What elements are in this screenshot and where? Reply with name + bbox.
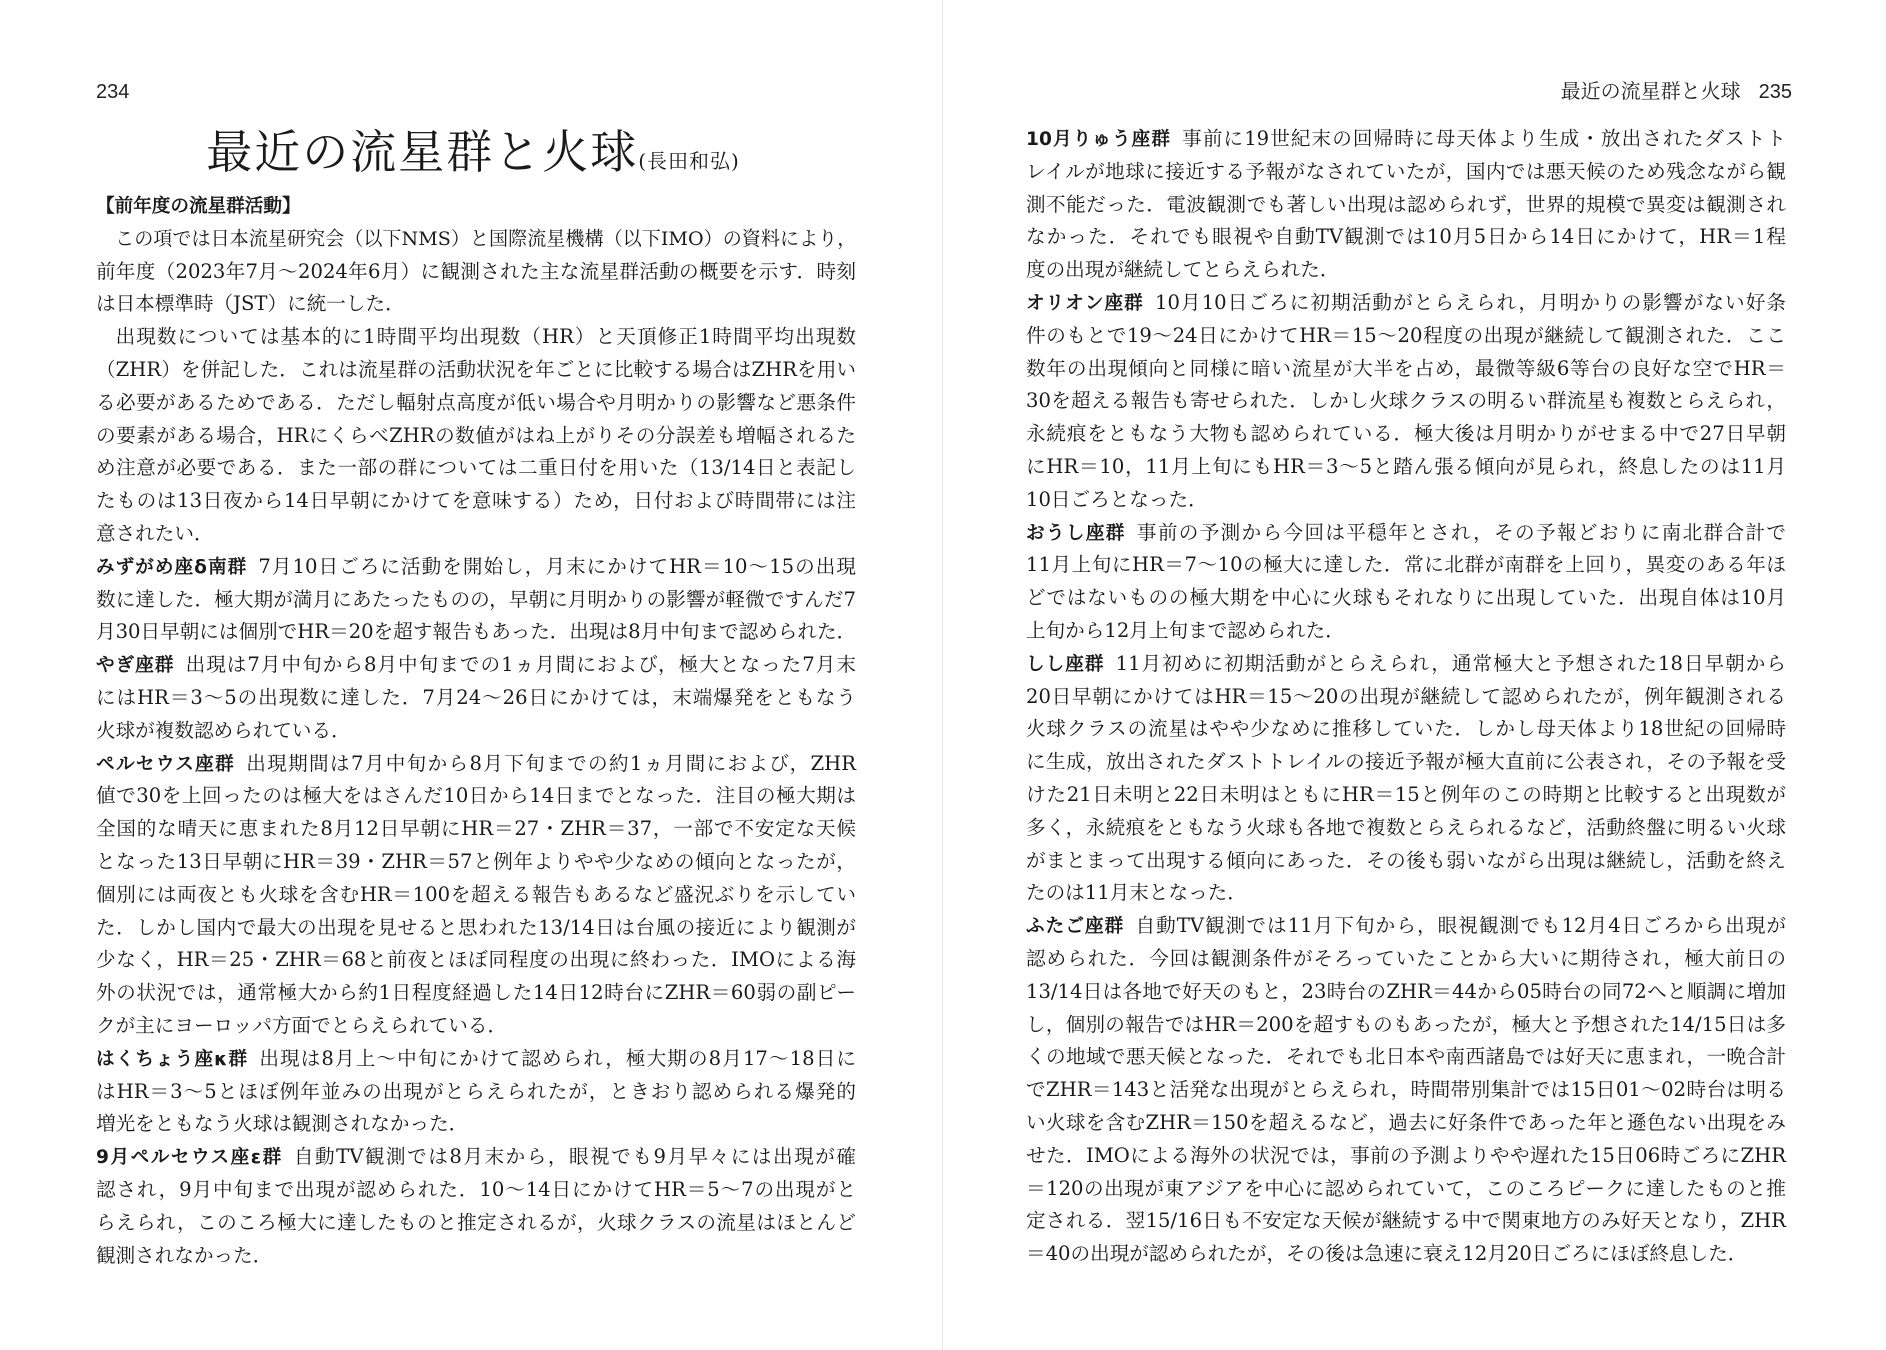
line-text: にはHR＝3～5の出現数に達した．7月24～26日にかけては，末端爆発をともなう (96, 685, 856, 709)
text-line (96, 256, 856, 289)
section-heading: しし座群 (1026, 653, 1105, 675)
text-line (96, 584, 856, 617)
line-text: は日本標準時（JST）に統一した． (96, 292, 405, 316)
line-text: 事前の予測から今回は平穏年とされ，その予報どおりに南北群合計で (1136, 520, 1786, 544)
line-text: 11月上旬にHR＝7～10の極大に達した．常に北群が南群を上回り，異変のある年ほ (1026, 553, 1786, 577)
line-text: 火球が複数認められている． (96, 718, 351, 742)
text-line (1026, 943, 1786, 976)
section-heading: ペルセウス座群 (96, 753, 236, 775)
line-text: 件のもとで19～24日にかけてHR＝15～20程度の出現が継続して観測された．ここ (1026, 323, 1786, 347)
text-line (96, 551, 856, 584)
text-line (1026, 353, 1786, 386)
text-line (96, 387, 856, 420)
text-line (96, 1043, 856, 1076)
text-line (1026, 877, 1786, 910)
line-text: 定される．翌15/16日も不安定な天候が継続する中で関東地方のみ好天となり，ZHR (1026, 1209, 1786, 1233)
text-line (1026, 648, 1786, 681)
line-text: 増光をともなう火球は観測されなかった． (96, 1112, 469, 1136)
text-line (1026, 517, 1786, 550)
line-text: なかった．それでも眼視や自動TV観測では10月5日から14日にかけて，HR＝1程 (1026, 225, 1786, 249)
line-text: この項では日本流星研究会（以下NMS）と国際流星機構（以下IMO）の資料により， (115, 226, 857, 250)
text-line (96, 485, 856, 518)
line-text: 観測されなかった． (96, 1243, 273, 1267)
text-line (96, 190, 856, 223)
text-line (96, 223, 856, 256)
line-text: ＝120の出現が東アジアを中心に認められていて，このころピークに達したものと推 (1026, 1176, 1786, 1200)
section-heading: 9月ペルセウス座ε群 (96, 1147, 283, 1169)
text-line (1026, 845, 1786, 878)
line-text: くの地域で悪天候となった．それでも北日本や南西諸島では好天に恵まれ，一晩合計 (1026, 1045, 1786, 1069)
text-line (1026, 582, 1786, 615)
text-line (96, 846, 856, 879)
text-line (96, 1141, 856, 1174)
text-line (1026, 189, 1786, 222)
line-text: め注意が必要である．また一部の群については二重日付を用いた（13/14日と表記し (96, 456, 856, 480)
article-author: (長田和弘) (638, 149, 740, 173)
section-heading: 【前年度の流星群活動】 (96, 196, 301, 217)
text-line (96, 912, 856, 945)
text-line (1026, 1041, 1786, 1074)
text-line (1026, 1205, 1786, 1238)
line-text: たものは13日夜から14日早朝にかけてを意味する）ため，日付および時間帯には注 (96, 489, 856, 513)
text-line (96, 780, 856, 813)
line-text: （ZHR）を併記した．これは流星群の活動状況を年ごとに比較する場合はZHRを用い (96, 357, 856, 381)
text-line (1026, 484, 1786, 517)
line-text: 数に達した．極大期が満月にあたったものの，早朝に月明かりの影響が軽微ですんだ7 (96, 587, 856, 611)
line-text: 度の出現が継続してとらえられた． (1026, 258, 1340, 282)
text-line (1026, 746, 1786, 779)
running-header-right (1561, 78, 1792, 106)
text-line (1026, 779, 1786, 812)
text-line (1026, 549, 1786, 582)
text-line (96, 1207, 856, 1240)
line-text: 出現数については基本的に1時間平均出現数（HR）と天頂修正1時間平均出現数 (115, 325, 856, 349)
text-line (96, 748, 856, 781)
text-line (1026, 123, 1786, 156)
line-text: せた．IMOによる海外の状況では，事前の予測よりやや遅れた15日06時ごろにZHR (1026, 1143, 1786, 1167)
page-number-left: 234 (96, 81, 130, 103)
line-text: の要素がある場合，HRにくらべZHRの数値がはね上がりその分誤差も増幅されるた (96, 423, 856, 447)
line-text: 数年の出現傾向と同様に暗い流星が大半を占め，最微等級6等台の良好な空でHR＝ (1026, 356, 1786, 380)
text-line (96, 1240, 856, 1273)
section-heading: オリオン座群 (1026, 292, 1144, 314)
text-line (96, 1010, 856, 1043)
text-line (96, 354, 856, 387)
line-text: たのは11月末となった． (1026, 881, 1247, 905)
text-line (96, 649, 856, 682)
text-line (96, 1108, 856, 1141)
text-line (1026, 1009, 1786, 1042)
line-text: がまとまって出現する傾向にあった．その後も弱いながら出現は継続し，活動を終え (1026, 848, 1786, 872)
line-text: 11月初めに初期活動がとらえられ，通常極大と予想された18日早朝から (1115, 651, 1786, 675)
text-line (1026, 385, 1786, 418)
section-heading: 10月りゅう座群 (1026, 129, 1172, 150)
text-line (96, 682, 856, 715)
text-line (96, 616, 856, 649)
text-line (1026, 320, 1786, 353)
line-text: けた21日未明と22日未明はともにHR＝15と例年のこの時期と比較すると出現数が (1026, 782, 1786, 806)
text-line (96, 944, 856, 977)
line-text: 出現は8月上～中旬にかけて認められ，極大期の8月17～18日に (259, 1046, 856, 1070)
line-text: 月30日早朝には個別でHR＝20を超す報告もあった．出現は8月中旬まで認められた． (96, 620, 857, 644)
line-text: らえられ，このころ極大に達したものと推定されるが，火球クラスの流星はほとんど (96, 1210, 856, 1234)
line-text: となった13日早朝にHR＝39・ZHR＝57と例年よりやや少なめの傾向となったが， (96, 849, 856, 873)
section-heading: やぎ座群 (96, 655, 175, 677)
line-text: レイルが地球に接近する予報がなされていたが，国内では悪天候のため残念ながら観 (1026, 159, 1786, 183)
text-line (1026, 910, 1786, 943)
text-line (1026, 681, 1786, 714)
line-text: 出現期間は7月中旬から8月下旬までの約1ヵ月間におよび，ZHR (246, 751, 856, 775)
line-text: 20日早朝にかけてはHR＝15～20の出現が継続して認められたが，例年観測される (1026, 684, 1786, 708)
line-text: い火球を含むZHR＝150を超えるなど，過去に好条件であった年と遜色ない出現をみ (1026, 1110, 1786, 1134)
section-heading: おうし座群 (1026, 522, 1126, 544)
line-text: 7月10日ごろに活動を開始し，月末にかけてHR＝10～15の出現 (258, 554, 856, 578)
text-line (96, 288, 856, 321)
text-line (96, 1076, 856, 1109)
section-heading: ふたご座群 (1026, 916, 1125, 938)
text-line (96, 715, 856, 748)
text-line (96, 420, 856, 453)
line-text: 10日ごろとなった． (1026, 487, 1208, 511)
text-line (1026, 1107, 1786, 1140)
line-text: 値で30を上回ったのは極大をはさんだ10日から14日までとなった．注目の極大期は (96, 784, 856, 808)
line-text: し，個別の報告ではHR＝200を超すものもあったが，極大と予想された14/15日は多 (1026, 1012, 1786, 1036)
text-line (1026, 1140, 1786, 1173)
text-line (96, 813, 856, 846)
line-text: 事前に19世紀末の回帰時に母天体より生成・放出されたダストト (1182, 127, 1786, 150)
text-line (1026, 418, 1786, 451)
text-line (1026, 1074, 1786, 1107)
text-line (1026, 1238, 1786, 1271)
text-line (1026, 451, 1786, 484)
line-text: 認められた．今回は観測条件がそろっていたことから大いに期待され，極大前日の (1026, 946, 1786, 970)
right-page (943, 0, 1886, 1350)
line-text: 出現は7月中旬から8月中旬までの1ヵ月間におよび，極大となった7月末 (185, 653, 856, 677)
text-line (1026, 221, 1786, 254)
line-text: 外の状況では，通常極大から約1日程度経過した14日12時台にZHR＝60弱の副ピー (96, 981, 856, 1005)
left-text-column (96, 190, 856, 1272)
line-text: 個別には両夜とも火球を含むHR＝100を超える報告もあるなど盛況ぶりを示してい (96, 882, 856, 906)
text-line (96, 879, 856, 912)
article-title: 最近の流星群と火球 (206, 125, 639, 179)
line-text: 前年度（2023年7月～2024年6月）に観測された主な流星群活動の概要を示す．時刻 (96, 259, 856, 283)
line-text: はHR＝3～5とほぼ例年並みの出現がとらえられたが，ときおり認められる爆発的 (96, 1079, 856, 1103)
text-line (96, 518, 856, 551)
line-text: た．しかし国内で最大の出現を見せると思われた13/14日は台風の接近により観測が (96, 915, 856, 939)
line-text: 30を超える報告も寄せられた．しかし火球クラスの明るい群流星も複数とらえられ， (1026, 389, 1786, 413)
text-line (96, 977, 856, 1010)
line-text: 多く，永続痕をともなう火球も各地で複数とらえられるなど，活動終盤に明るい火球 (1026, 815, 1786, 839)
text-line (1026, 615, 1786, 648)
line-text: 火球クラスの流星はやや少なめに推移していた．しかし母天体より18世紀の回帰時 (1026, 717, 1786, 741)
text-line (1026, 287, 1786, 320)
line-text: にHR＝10，11月上旬にもHR＝3～5と踏ん張る傾向が見られ，終息したのは11月 (1026, 454, 1786, 478)
line-text: 認され，9月中旬まで出現が認められた．10～14日にかけてHR＝5～7の出現がと (96, 1177, 856, 1201)
line-text: どではないものの極大期を中心に火球もそれなりに出現していた．出現自体は10月 (1026, 586, 1786, 610)
line-text: ＝40の出現が認められたが，その後は急速に衰え12月20日ごろにほぼ終息した． (1026, 1242, 1748, 1266)
text-line (96, 1174, 856, 1207)
page-number-right: 235 (1758, 81, 1792, 103)
section-heading: はくちょう座κ群 (96, 1048, 249, 1070)
running-head: 最近の流星群と火球 (1560, 81, 1741, 103)
line-text: でZHR＝143と活発な出現がとらえられ，時間帯別集計では15日01～02時台は明る (1026, 1078, 1786, 1102)
line-text: クが主にヨーロッパ方面でとらえられている． (96, 1013, 508, 1037)
line-text: に生成，放出されたダストトレイルの接近予報が極大直前に公表され，その予報を受 (1026, 750, 1786, 774)
article-title-block (96, 122, 850, 182)
line-text: る必要があるためである．ただし輻射点高度が低い場合や月明かりの影響など悪条件 (96, 390, 856, 414)
line-text: 上旬から12月上旬まで認められた． (1026, 618, 1345, 642)
text-line (1026, 713, 1786, 746)
text-line (96, 321, 856, 354)
line-text: 永続痕をともなう大物も認められている．極大後は月明かりがせまる中で27日早朝 (1026, 422, 1786, 446)
right-text-column (1026, 123, 1786, 1271)
line-text: 全国的な晴天に恵まれた8月12日早朝にHR＝27・ZHR＝37，一部で不安定な天候 (96, 817, 856, 841)
line-text: 測不能だった．電波観測でも著しい出現は認められず，世界的規模で異変は観測され (1026, 192, 1786, 216)
text-line (1026, 156, 1786, 189)
text-line (1026, 1173, 1786, 1206)
text-line (1026, 812, 1786, 845)
line-text: 自動TV観測では8月末から，眼視でも9月早々には出現が確 (293, 1145, 856, 1169)
line-text: 少なく，HR＝25・ZHR＝68と前夜とほぼ同程度の出現に終わった．IMOによる海 (96, 948, 856, 972)
text-line (1026, 254, 1786, 287)
line-text: 自動TV観測では11月下旬から，眼視観測でも12月4日ごろから出現が (1135, 914, 1786, 938)
section-heading: みずがめ座δ南群 (96, 556, 248, 578)
line-text: 13/14日は各地で好天のもと，23時台のZHR＝44から05時台の同72へと順調に増加 (1026, 979, 1786, 1003)
line-text: 意されたい． (96, 521, 214, 545)
line-text: 10月10日ごろに初期活動がとらえられ，月明かりの影響がない好条 (1155, 290, 1786, 314)
text-line (96, 452, 856, 485)
text-line (1026, 976, 1786, 1009)
